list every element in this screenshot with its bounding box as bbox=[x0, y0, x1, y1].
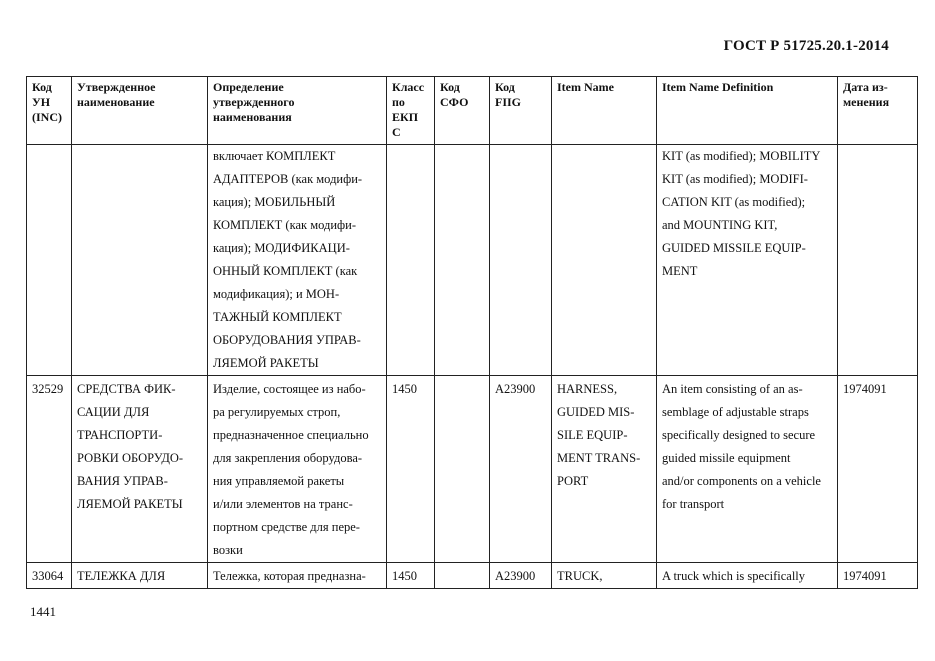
cell-class bbox=[387, 563, 435, 589]
cell-definition-ru bbox=[208, 376, 387, 563]
data-table bbox=[26, 76, 918, 589]
cell-inc bbox=[27, 563, 72, 589]
cell-line: Код bbox=[495, 80, 515, 94]
cell-line: включает КОМПЛЕКТ bbox=[213, 149, 336, 163]
cell-line: ТАЖНЫЙ КОМПЛЕКТ bbox=[213, 310, 342, 324]
cell-line: С bbox=[392, 125, 401, 139]
cell-line: KIT (as modified); MOBILITY bbox=[662, 149, 821, 163]
col-date bbox=[838, 77, 918, 145]
col-name-ru bbox=[72, 77, 208, 145]
cell-line: СРЕДСТВА ФИК- bbox=[77, 382, 176, 396]
col-inc bbox=[27, 77, 72, 145]
table-row bbox=[27, 376, 918, 563]
cell-item-name bbox=[552, 376, 657, 563]
cell-line: ния управляемой ракеты bbox=[213, 474, 345, 488]
cell-line: Класс bbox=[392, 80, 425, 94]
cell-line: ЛЯЕМОЙ РАКЕТЫ bbox=[213, 356, 319, 370]
cell-line: САЦИИ ДЛЯ bbox=[77, 405, 150, 419]
cell-line: Item Name Definition bbox=[662, 80, 774, 94]
cell-line: ТЕЛЕЖКА ДЛЯ bbox=[77, 569, 166, 583]
cell-sfo bbox=[435, 563, 490, 589]
cell-line: HARNESS, bbox=[557, 382, 618, 396]
cell-line: and/or components on a vehicle bbox=[662, 474, 821, 488]
cell-item-definition bbox=[657, 145, 838, 376]
cell-line: утвержденного bbox=[213, 95, 295, 109]
cell-line: наименование bbox=[77, 95, 155, 109]
cell-line: GUIDED MISSILE EQUIP- bbox=[662, 241, 806, 255]
cell-line: Код bbox=[440, 80, 460, 94]
cell-line: ЕКП bbox=[392, 110, 419, 124]
cell-line: A23900 bbox=[495, 569, 536, 583]
cell-line: FIIG bbox=[495, 95, 522, 109]
cell-line: Item Name bbox=[557, 80, 614, 94]
cell-date bbox=[838, 145, 918, 376]
cell-line: SILE EQUIP- bbox=[557, 428, 628, 442]
cell-line: кация); МОДИФИКАЦИ- bbox=[213, 241, 350, 255]
cell-line: возки bbox=[213, 543, 243, 557]
cell-sfo bbox=[435, 376, 490, 563]
cell-line: 1450 bbox=[392, 569, 417, 583]
cell-name-ru bbox=[72, 376, 208, 563]
cell-line: Изделие, состоящее из набо- bbox=[213, 382, 366, 396]
cell-line: A23900 bbox=[495, 382, 536, 396]
cell-line: предназначенное специально bbox=[213, 428, 369, 442]
cell-line: ТРАНСПОРТИ- bbox=[77, 428, 163, 442]
cell-line: менения bbox=[843, 95, 890, 109]
cell-line: Дата из- bbox=[843, 80, 888, 94]
cell-class bbox=[387, 376, 435, 563]
cell-line: 1450 bbox=[392, 382, 417, 396]
cell-line: CATION KIT (as modified); bbox=[662, 195, 806, 209]
cell-line: A truck which is specifically bbox=[662, 569, 806, 583]
cell-line: модификация); и МОН- bbox=[213, 287, 340, 301]
page-number: 1441 bbox=[30, 604, 56, 619]
cell-line: СФО bbox=[440, 95, 469, 109]
cell-line: ВАНИЯ УПРАВ- bbox=[77, 474, 168, 488]
cell-line: для закрепления оборудова- bbox=[213, 451, 363, 465]
cell-item-definition bbox=[657, 563, 838, 589]
cell-date bbox=[838, 376, 918, 563]
table-row bbox=[27, 145, 918, 376]
cell-line: KIT (as modified); MODIFI- bbox=[662, 172, 808, 186]
cell-name-ru bbox=[72, 145, 208, 376]
cell-line: PORT bbox=[557, 474, 589, 488]
cell-line: 32529 bbox=[32, 382, 64, 396]
cell-line: 33064 bbox=[32, 569, 64, 583]
cell-line: УН bbox=[32, 95, 51, 109]
cell-definition-ru bbox=[208, 563, 387, 589]
cell-line: for transport bbox=[662, 497, 725, 511]
cell-line: Утвержденное bbox=[77, 80, 156, 94]
cell-fiig bbox=[490, 145, 552, 376]
cell-line: MENT bbox=[662, 264, 698, 278]
cell-line: 1974091 bbox=[843, 569, 887, 583]
cell-line: TRUCK, bbox=[557, 569, 603, 583]
cell-date bbox=[838, 563, 918, 589]
cell-line: guided missile equipment bbox=[662, 451, 791, 465]
col-item-name bbox=[552, 77, 657, 145]
cell-line: 1974091 bbox=[843, 382, 887, 396]
col-class bbox=[387, 77, 435, 145]
header-row bbox=[27, 77, 918, 145]
document-code: ГОСТ Р 51725.20.1-2014 bbox=[723, 38, 889, 54]
cell-line: Определение bbox=[213, 80, 284, 94]
col-definition-ru bbox=[208, 77, 387, 145]
cell-inc bbox=[27, 376, 72, 563]
cell-line: GUIDED MIS- bbox=[557, 405, 635, 419]
cell-line: КОМПЛЕКТ (как модифи- bbox=[213, 218, 356, 232]
cell-line: ОННЫЙ КОМПЛЕКТ (как bbox=[213, 264, 358, 278]
col-fiig bbox=[490, 77, 552, 145]
cell-item-name bbox=[552, 145, 657, 376]
cell-fiig bbox=[490, 376, 552, 563]
cell-line: кация); МОБИЛЬНЫЙ bbox=[213, 195, 336, 209]
cell-line: ра регулируемых строп, bbox=[213, 405, 341, 419]
cell-line: Код bbox=[32, 80, 52, 94]
cell-line: и/или элементов на транс- bbox=[213, 497, 353, 511]
cell-name-ru bbox=[72, 563, 208, 589]
cell-line: портном средстве для пере- bbox=[213, 520, 360, 534]
cell-definition-ru bbox=[208, 145, 387, 376]
cell-line: specifically designed to secure bbox=[662, 428, 816, 442]
cell-line: по bbox=[392, 95, 405, 109]
cell-line: (INC) bbox=[32, 110, 62, 124]
cell-line: ОБОРУДОВАНИЯ УПРАВ- bbox=[213, 333, 361, 347]
cell-line: An item consisting of an as- bbox=[662, 382, 803, 396]
cell-item-definition bbox=[657, 376, 838, 563]
cell-class bbox=[387, 145, 435, 376]
cell-line: and MOUNTING KIT, bbox=[662, 218, 778, 232]
cell-line: АДАПТЕРОВ (как модифи- bbox=[213, 172, 363, 186]
cell-fiig bbox=[490, 563, 552, 589]
cell-line: Тележка, которая предназна- bbox=[213, 569, 366, 583]
cell-line: MENT TRANS- bbox=[557, 451, 641, 465]
table-row bbox=[27, 563, 918, 589]
col-item-definition bbox=[657, 77, 838, 145]
col-sfo bbox=[435, 77, 490, 145]
cell-line: РОВКИ ОБОРУДО- bbox=[77, 451, 184, 465]
cell-line: semblage of adjustable straps bbox=[662, 405, 809, 419]
cell-line: ЛЯЕМОЙ РАКЕТЫ bbox=[77, 497, 183, 511]
cell-item-name bbox=[552, 563, 657, 589]
cell-inc bbox=[27, 145, 72, 376]
cell-sfo bbox=[435, 145, 490, 376]
cell-line: наименования bbox=[213, 110, 292, 124]
